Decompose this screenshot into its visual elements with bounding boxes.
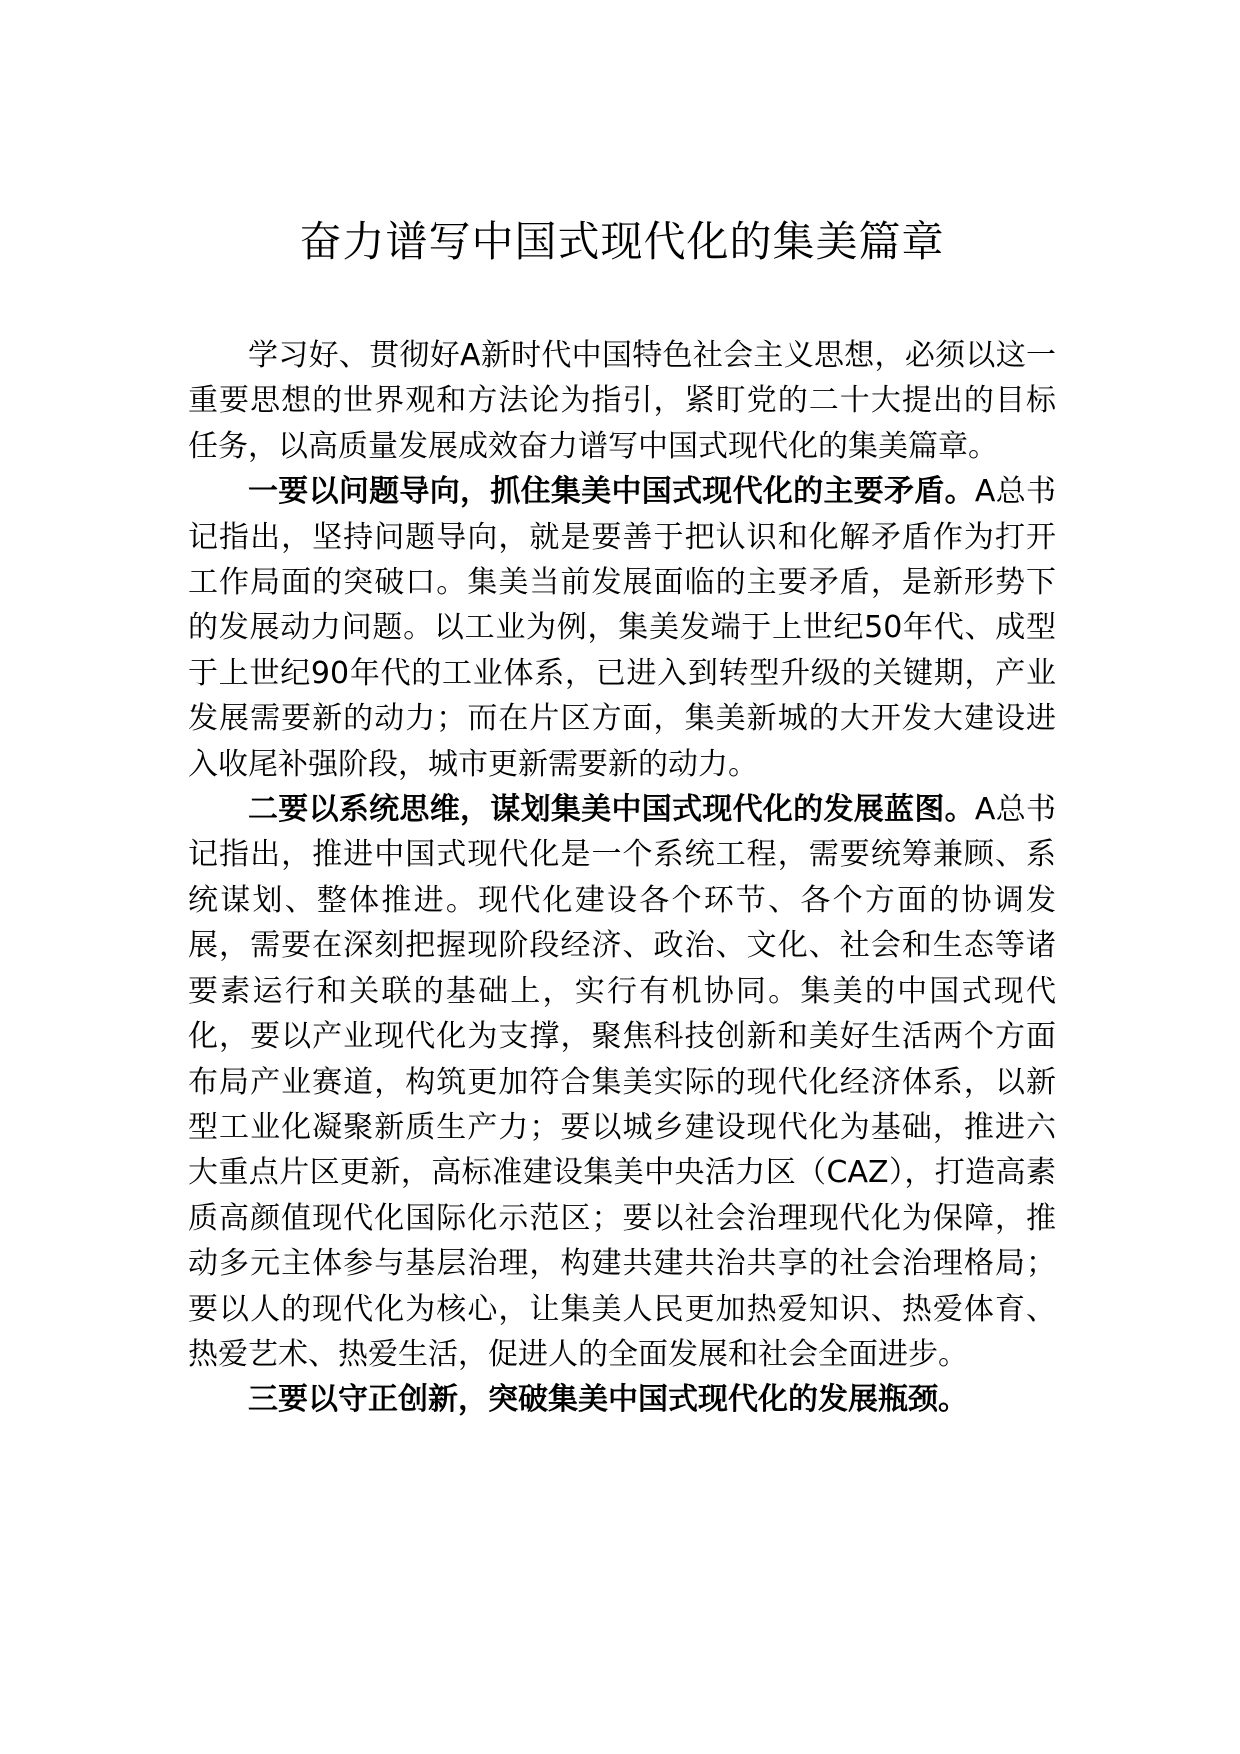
paragraph-systematic-thinking	[188, 787, 1056, 1377]
paragraph-lead: 一要以问题导向，抓住集美中国式现代化的主要矛盾。	[248, 474, 975, 510]
paragraph-text: A总书记指出，坚持问题导向，就是要善于把认识和化解矛盾作为打开工作局面的突破口。集美当前发展面临的主要矛盾，是新形势下的发展动力问题。以工业为例，集美发端于上世纪50年代、成型于上世纪90年代的工业体系，已进入到转型升级的关键期，产业发展需要新的动力；而在片区方面，集美新城的大开发大建设进入收尾补强阶段，城市更新需要新的动力。	[188, 474, 1057, 782]
document-body	[188, 333, 1056, 1423]
paragraph-text: 学习好、贯彻好A新时代中国特色社会主义思想，必须以这一重要思想的世界观和方法论为指引，紧盯党的二十大提出的目标任务，以高质量发展成效奋力谱写中国式现代化的集美篇章。	[188, 338, 1056, 464]
paragraph-text: A总书记指出，推进中国式现代化是一个系统工程，需要统筹兼顾、系统谋划、整体推进。现代化建设各个环节、各个方面的协调发展，需要在深刻把握现阶段经济、政治、文化、社会和生态等诸要素运行和关联的基础上，实行有机协同。集美的中国式现代化，要以产业现代化为支撑，聚焦科技创新和美好生活两个方面布局产业赛道，构筑更加符合集美实际的现代化经济体系，以新型工业化凝聚新质生产力；要以城乡建设现代化为基础，推进六大重点片区更新，高标准建设集美中央活力区（CAZ），打造高素质高颜值现代化国际化示范区；要以社会治理现代化为保障，推动多元主体参与基层治理，构建共建共治共享的社会治理格局；要以人的现代化为核心，让集美人民更加热爱知识、热爱体育、热爱艺术、热爱生活，促进人的全面发展和社会全面进步。	[188, 792, 1057, 1372]
document-title: 奋力谱写中国式现代化的集美篇章	[299, 217, 945, 266]
paragraph-lead: 三要以守正创新，突破集美中国式现代化的发展瓶颈。	[248, 1382, 968, 1418]
paragraph-lead: 二要以系统思维，谋划集美中国式现代化的发展蓝图。	[248, 792, 975, 828]
paragraph-intro	[188, 333, 1056, 469]
paragraph-innovation	[188, 1377, 1056, 1422]
paragraph-problem-orientation	[188, 469, 1056, 787]
